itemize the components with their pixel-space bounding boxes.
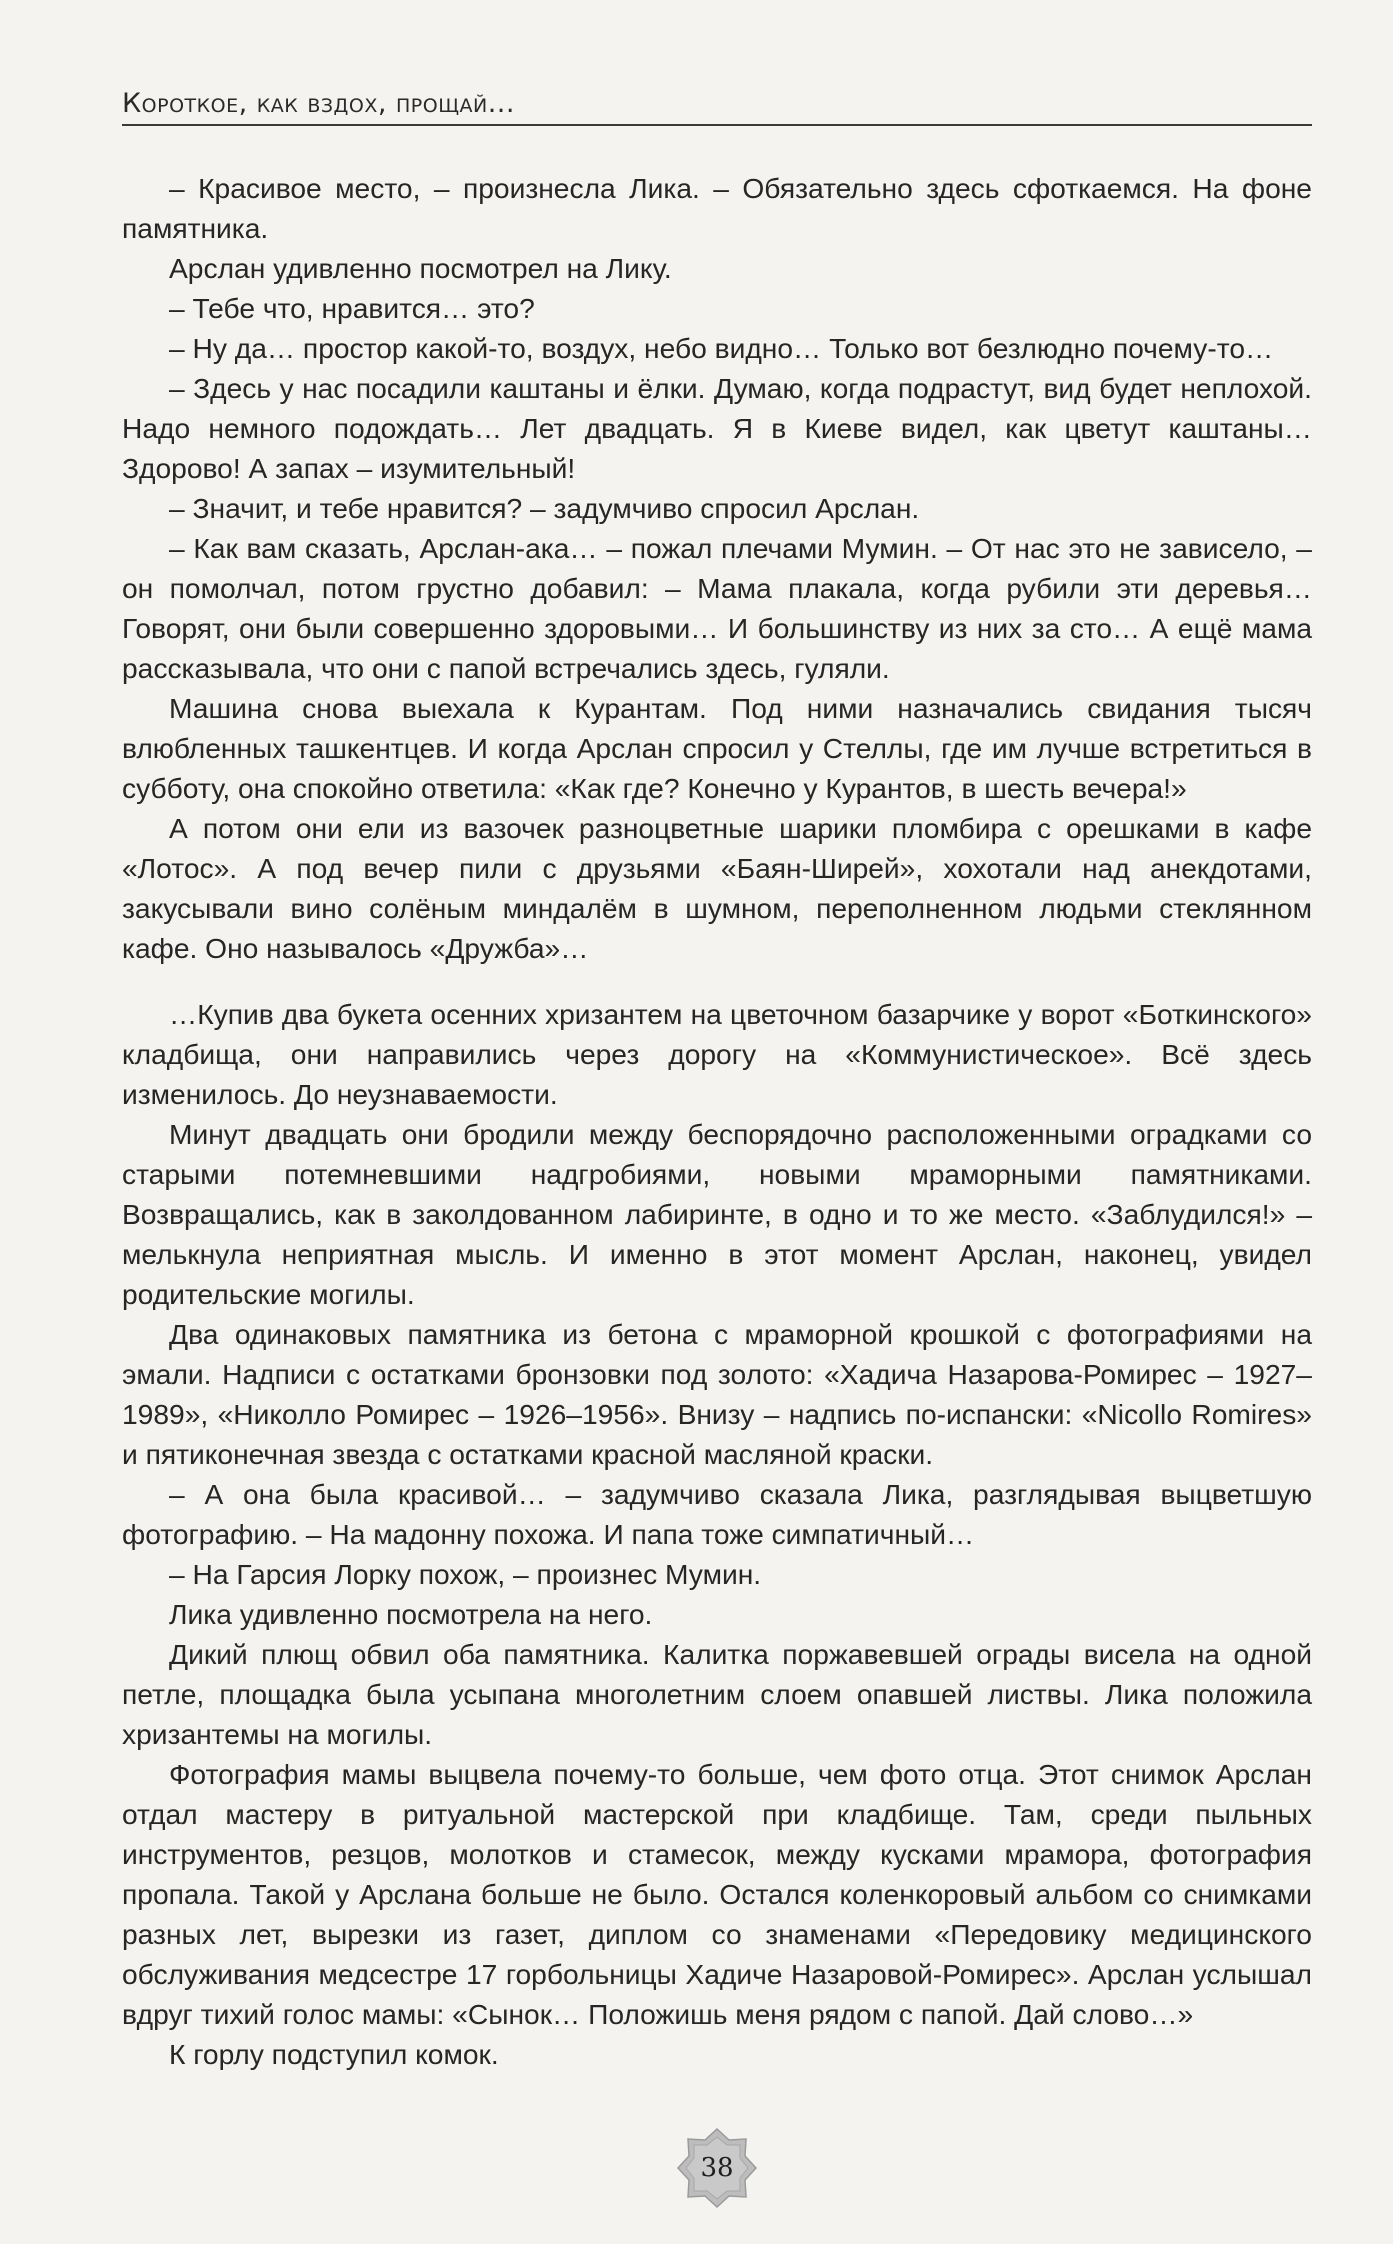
paragraph: К горлу подступил комок. [169,2038,499,2070]
paragraph: Лика удивленно посмотрела на него. [169,1598,653,1630]
body-text [122,168,1312,2074]
paragraph: А потом они ели из вазочек разноцветные шарики пломбира с орешками в кафе «Лотос». А под вечер пили с друзьями «Баян-Ширей», хохотали над анекдотами, закусывали вино солёным миндалём в шумном, переполненном людьми стеклянном кафе. Оно называлось «Дружба»… [122,812,1312,964]
paragraph: Арслан удивленно посмотрел на Лику. [169,252,672,284]
running-head [122,88,1312,126]
paragraph: – Тебе что, нравится… это? [169,292,535,324]
paragraph: – На Гарсия Лорку похож, – произнес Мумин. [169,1558,762,1590]
paragraph: Машина снова выехала к Курантам. Под ними назначались свидания тысяч влюбленных ташкентцев. И когда Арслан спросил у Стеллы, где им лучше встретиться в субботу, она спокойно ответила: «Как где? Конечно у Курантов, в шесть вечера!» [122,692,1312,804]
paragraph: – Как вам сказать, Арслан-ака… – пожал плечами Мумин. – От нас это не зависело, – он помолчал, потом грустно добавил: – Мама плакала, когда рубили эти деревья… Говорят, они были совершенно здоровыми… И большинству из них за сто… А ещё мама рассказывала, что они с папой встречались здесь, гуляли. [122,532,1312,684]
paragraph: – Красивое место, – произнесла Лика. – Обязательно здесь сфоткаемся. На фоне памятника. [122,172,1312,244]
paragraph: Дикий плющ обвил оба памятника. Калитка поржавевшей ограды висела на одной петле, площадка была усыпана многолетним слоем опавшей листвы. Лика положила хризантемы на могилы. [122,1638,1312,1750]
paragraph: – Ну да… простор какой-то, воздух, небо видно… Только вот безлюдно почему-то… [169,332,1274,364]
paragraph: Два одинаковых памятника из бетона с мраморной крошкой с фотографиями на эмали. Надписи с остатками бронзовки под золото: «Хадича Назарова-Ромирес – 1927–1989», «Николло Ромирес – 1926–1956». Внизу – надпись по-испански: «Nicollo Romires» и пятиконечная звезда с остатками красной масляной краски. [122,1318,1312,1470]
paragraph: – Значит, и тебе нравится? – задумчиво спросил Арслан. [169,492,920,524]
page-number-badge [676,2127,758,2209]
paragraph: Минут двадцать они бродили между беспорядочно расположенными оградками со старыми потемневшими надгробиями, новыми мраморными памятниками. Возвращались, как в заколдованном лабиринте, в одно и то же место. «Заблудился!» – мелькнула неприятная мысль. И именно в этот момент Арслан, наконец, увидел родительские могилы. [122,1118,1312,1310]
paragraph: – А она была красивой… – задумчиво сказала Лика, разглядывая выцветшую фотографию. – На мадонну похожа. И папа тоже симпатичный… [122,1478,1312,1550]
paragraph: – Здесь у нас посадили каштаны и ёлки. Думаю, когда подрастут, вид будет неплохой. Надо немного подождать… Лет двадцать. Я в Киеве видел, как цветут каштаны… Здорово! А запах – изумительный! [122,372,1312,484]
paragraph: Фотография мамы выцвела почему-то больше, чем фото отца. Этот снимок Арслан отдал мастеру в ритуальной мастерской при кладбище. Там, среди пыльных инструментов, резцов, молотков и стамесок, между кусками мрамора, фотография пропала. Такой у Арслана больше не было. Остался коленкоровый альбом со снимками разных лет, вырезки из газет, диплом со знаменами «Передовику медицинского обслуживания медсестре 17 горбольницы Хадиче Назаровой-Ромирес». Арслан услышал вдруг тихий голос мамы: «Сынок… Положишь меня рядом с папой. Дай слово…» [122,1758,1312,2030]
paragraph: …Купив два букета осенних хризантем на цветочном базарчике у ворот «Боткинского» кладбища, они направились через дорогу на «Коммунистическое». Всё здесь изменилось. До неузнаваемости. [122,998,1312,1110]
running-title: Короткое, как вздох, прощай... [122,88,515,119]
page-number: 38 [700,2153,734,2183]
